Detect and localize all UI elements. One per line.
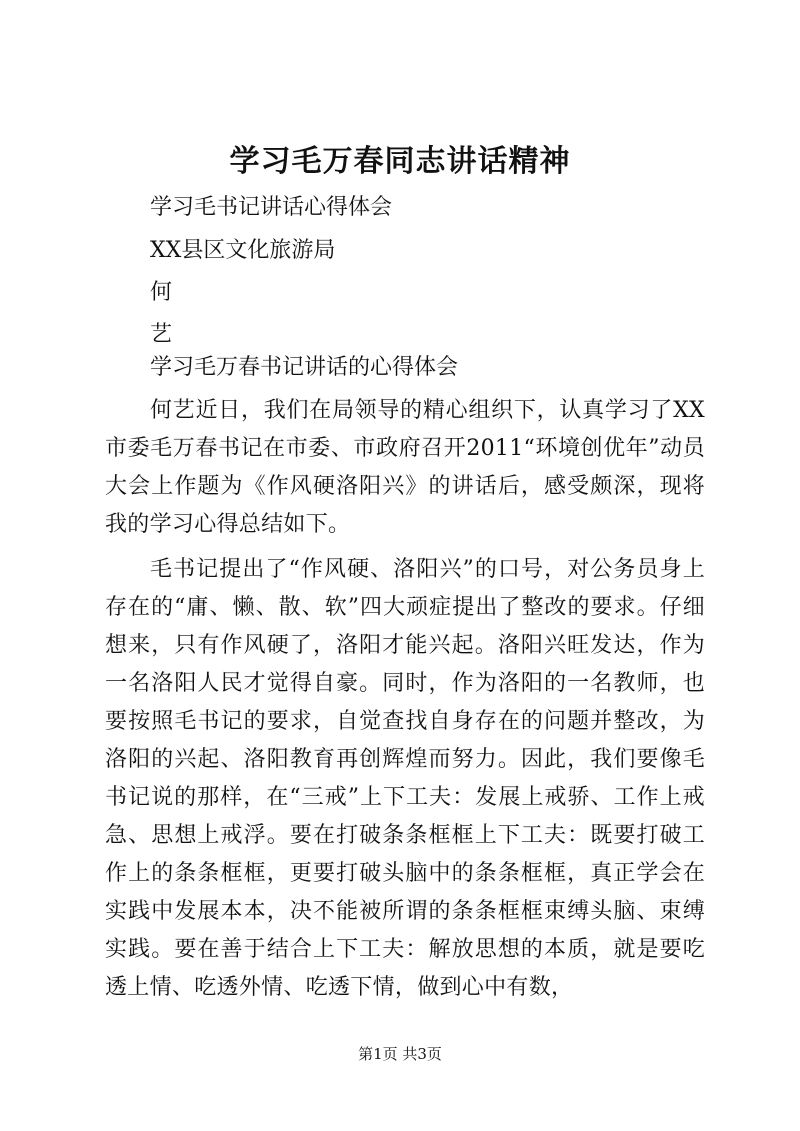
page-number-footer: 第1页 共3页 xyxy=(358,1045,442,1063)
department-line: XX县区文化旅游局 xyxy=(150,238,336,263)
author-given-name-line: 艺 xyxy=(150,322,173,347)
document-title: 学习毛万春同志讲话精神 xyxy=(229,144,571,179)
subtitle-line: 学习毛书记讲话心得体会 xyxy=(150,195,393,220)
body-text xyxy=(105,392,705,1007)
essay-heading-line: 学习毛万春书记讲话的心得体会 xyxy=(150,355,459,380)
paragraph-intro: 何艺近日，我们在局领导的精心组织下，认真学习了XX市委毛万春书记在市委、市政府召开2011“环境创优年”动员大会上作题为《作风硬洛阳兴》的讲话后，感受颇深，现将我的学习心得总结如下。 xyxy=(105,398,705,537)
author-surname-line: 何 xyxy=(150,280,173,305)
paragraph-main: 毛书记提出了“作风硬、洛阳兴”的口号，对公务员身上存在的“庸、懒、散、软”四大顽症提出了整改的要求。仔细想来，只有作风硬了，洛阳才能兴起。洛阳兴旺发达，作为一名洛阳人民才觉得自豪。同时，作为洛阳的一名教师，也要按照毛书记的要求，自觉查找自身存在的问题并整改，为洛阳的兴起、洛阳教育再创辉煌而努力。因此，我们要像毛书记说的那样，在“三戒”上下工夫：发展上戒骄、工作上戒急、思想上戒浮。要在打破条条框框上下工夫：既要打破工作上的条条框框，更要打破头脑中的条条框框，真正学会在实践中发展本本，决不能被所谓的条条框框束缚头脑、束缚实践。要在善于结合上下工夫：解放思想的本质，就是要吃透上情、吃透外情、吃透下情，做到心中有数， xyxy=(105,557,705,1000)
